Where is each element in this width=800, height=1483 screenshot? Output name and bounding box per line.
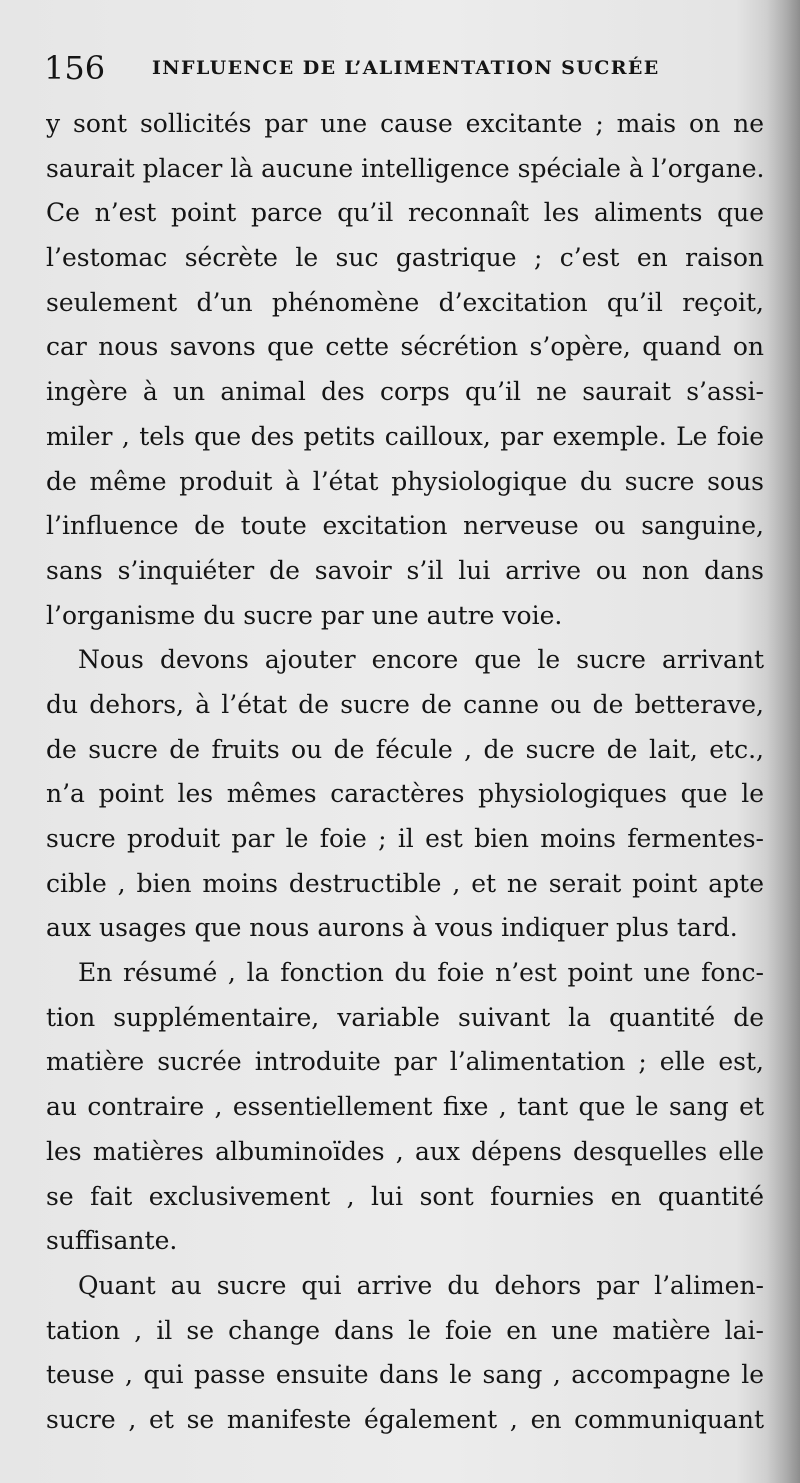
text-line: du dehors, à l’état de sucre de canne ou de betterave, (46, 689, 764, 719)
text-line: seulement d’un phénomène d’excitation qu’il reçoit, (46, 287, 764, 317)
text-line: sucre , et se manifeste également , en communiquant (46, 1404, 764, 1434)
text-line: suffisante. (46, 1226, 178, 1256)
text-line: Ce n’est point parce qu’il reconnaît les aliments que (46, 198, 764, 228)
text-line: l’influence de toute excitation nerveuse ou sanguine, (46, 511, 764, 541)
text-line: l’organisme du sucre par une autre voie. (46, 600, 563, 630)
paragraph-first-line: En résumé , la fonction du foie n’est point une fonc- (78, 958, 764, 988)
text-line: les matières albuminoïdes , aux dépens desquelles elle (46, 1136, 764, 1166)
text-line: saurait placer là aucune intelligence spéciale à l’organe. (46, 153, 764, 183)
text-line: se fait exclusivement , lui sont fournies en quantité (46, 1181, 764, 1211)
body-text (46, 102, 764, 1443)
running-head: INFLUENCE DE L’ALIMENTATION SUCRÉE (152, 57, 660, 79)
page-number: 156 (44, 49, 106, 87)
page-header (44, 46, 744, 90)
text-line: l’estomac sécrète le suc gastrique ; c’est en raison (46, 243, 764, 273)
text-line: miler , tels que des petits cailloux, par exemple. Le foie (46, 421, 764, 451)
page-gutter-shadow (766, 0, 800, 1483)
text-line: car nous savons que cette sécrétion s’opère, quand on (46, 332, 764, 362)
text-line: n’a point les mêmes caractères physiologiques que le (46, 779, 764, 809)
text-line: y sont sollicités par une cause excitante ; mais on ne (46, 109, 764, 138)
paragraph-first-line: Quant au sucre qui arrive du dehors par l’alimen- (78, 1270, 764, 1300)
text-line: de sucre de fruits ou de fécule , de sucre de lait, etc., (46, 734, 764, 764)
text-line: sucre produit par le foie ; il est bien moins fermentes- (46, 824, 764, 853)
text-line: de même produit à l’état physiologique du sucre sous (46, 466, 764, 496)
text-line: teuse , qui passe ensuite dans le sang , accompagne le (46, 1360, 764, 1390)
text-line: tion supplémentaire, variable suivant la quantité de (46, 1002, 764, 1032)
text-line: tation , il se change dans le foie en une matière lai- (46, 1315, 764, 1345)
paragraph-first-line: Nous devons ajouter encore que le sucre arrivant (78, 645, 764, 675)
text-line: cible , bien moins destructible , et ne serait point apte (46, 868, 764, 898)
text-line: aux usages que nous aurons à vous indiquer plus tard. (46, 913, 738, 943)
text-line: ingère à un animal des corps qu’il ne saurait s’assi- (46, 377, 764, 407)
text-line: matière sucrée introduite par l’alimentation ; elle est, (46, 1047, 764, 1077)
text-line: au contraire , essentiellement fixe , tant que le sang et (46, 1092, 764, 1122)
text-line: sans s’inquiéter de savoir s’il lui arrive ou non dans (46, 555, 764, 585)
